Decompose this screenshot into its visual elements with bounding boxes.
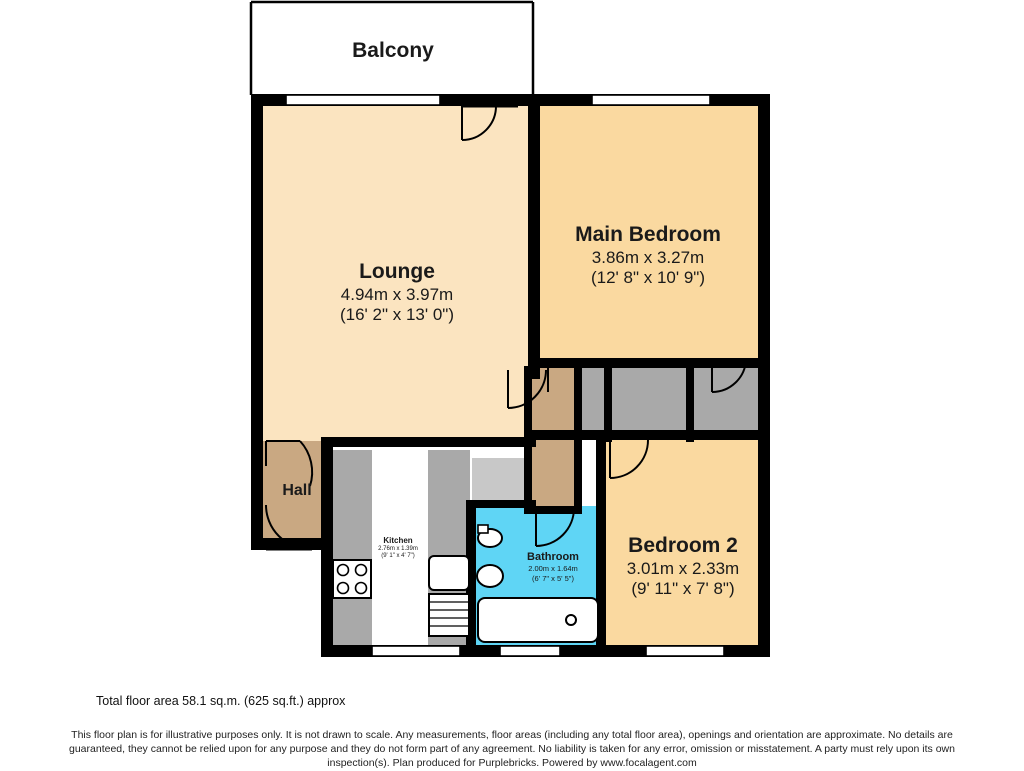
bedroom-2-dimensions-metric: 3.01m x 2.33m <box>626 558 740 578</box>
lounge-dimensions-imperial: (16' 2" x 13' 0") <box>339 305 454 325</box>
bathroom-dimensions-metric: 2.00m x 1.64m <box>528 564 578 574</box>
main-bedroom-name: Main Bedroom <box>575 223 721 246</box>
total-floor-area: Total floor area 58.1 sq.m. (625 sq.ft.) approx <box>96 694 346 708</box>
lounge-name: Lounge <box>359 260 435 283</box>
kitchen-name: Kitchen <box>383 536 413 545</box>
bathroom-name: Bathroom <box>527 551 579 563</box>
lounge-dimensions-metric: 4.94m x 3.97m <box>340 284 454 304</box>
balcony-outline <box>251 2 533 95</box>
bedroom-2-dimensions-imperial: (9' 11" x 7' 8") <box>631 579 735 599</box>
hall-name: Hall <box>282 482 312 499</box>
kitchen-dimensions-metric: 2.76m x 1.39m <box>378 545 418 552</box>
bedroom-2-name: Bedroom 2 <box>628 534 738 557</box>
main-bedroom-dimensions-imperial: (12' 8" x 10' 9") <box>590 268 705 288</box>
main-bedroom-dimensions-metric: 3.86m x 3.27m <box>591 247 705 267</box>
kitchen-dimensions-imperial: (9' 1" x 4' 7") <box>381 553 415 560</box>
balcony-name: Balcony <box>352 39 434 62</box>
bathroom-dimensions-imperial: (6' 7" x 5' 5") <box>532 573 574 583</box>
disclaimer-text: This floor plan is for illustrative purposes only. It is not drawn to scale. Any measurements, floor areas (including any total floor area), openings and orientation are approximate. No details are guaranteed, they cannot be relied upon for any purpose and they do not form part of any agreement. No liability is taken for any error, omission or misstatement. A party must rely upon its own inspection(s). Plan produced for Purplebricks. Powered by www.focalagent.com <box>69 729 955 770</box>
